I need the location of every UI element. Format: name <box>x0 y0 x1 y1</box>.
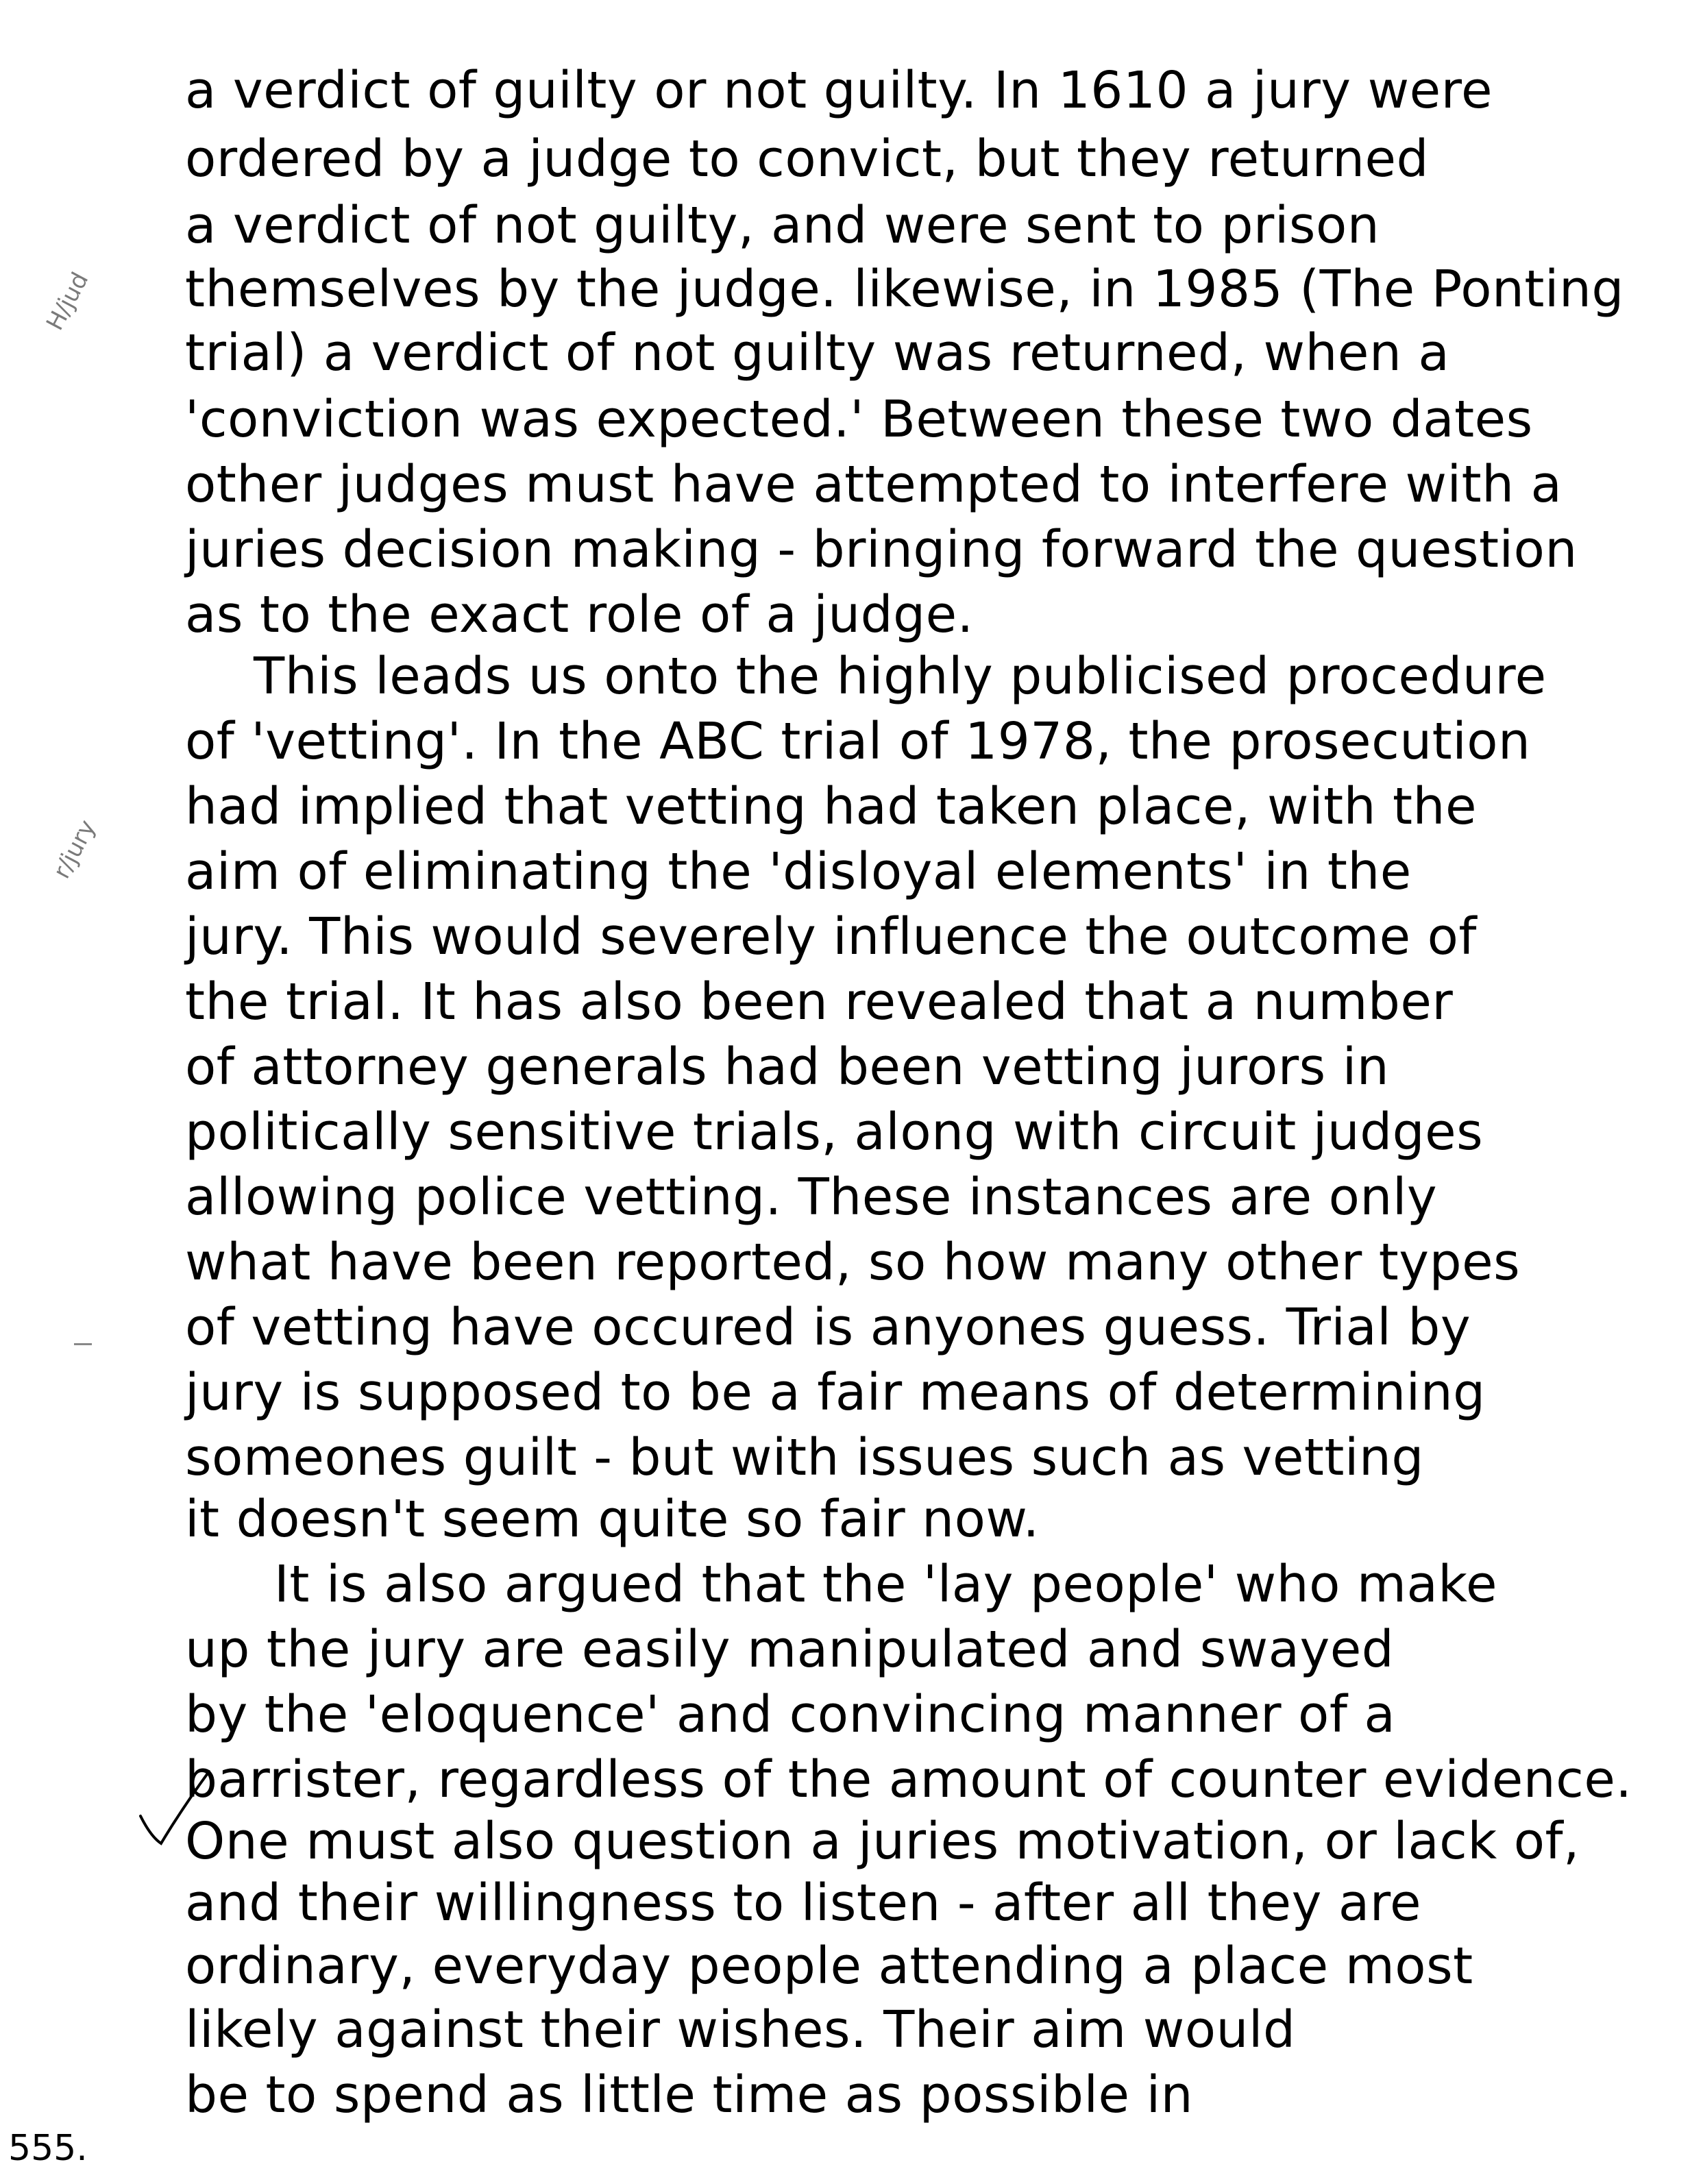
text-line: of 'vetting'. In the ABC trial of 1978, the prosecution <box>185 712 1531 771</box>
text-line: barrister, regardless of the amount of counter evidence. <box>185 1750 1632 1809</box>
text-line: 'conviction was expected.' Between these two dates <box>185 390 1533 449</box>
text-line: be to spend as little time as possible in <box>185 2065 1194 2124</box>
text-line: by the 'eloquence' and convincing manner of a <box>185 1685 1396 1744</box>
text-line: trial) a verdict of not guilty was returned, when a <box>185 323 1450 382</box>
text-line: had implied that vetting had taken place, with the <box>185 777 1477 836</box>
page-number: 555. <box>8 2128 88 2169</box>
text-line: a verdict of not guilty, and were sent to prison <box>185 196 1380 255</box>
text-line: politically sensitive trials, along with circuit judges <box>185 1103 1484 1162</box>
text-line: a verdict of guilty or not guilty. In 1610 a jury were <box>185 61 1493 120</box>
text-line: themselves by the judge. likewise, in 1985 (The Ponting <box>185 260 1624 319</box>
checkmark-icon <box>134 1768 216 1850</box>
margin-note: r/jury <box>48 815 101 883</box>
text-line: juries decision making - bringing forward the question <box>185 520 1578 579</box>
text-line: up the jury are easily manipulated and swayed <box>185 1620 1395 1679</box>
text-line: ordinary, everyday people attending a place most <box>185 1937 1473 1996</box>
paragraph-start-line: This leads us onto the highly publicised procedure <box>254 647 1547 706</box>
text-line: it doesn't seem quite so fair now. <box>185 1490 1040 1549</box>
text-line: One must also question a juries motivation, or lack of, <box>185 1812 1580 1871</box>
text-line: allowing police vetting. These instances are only <box>185 1168 1438 1227</box>
text-line: jury is supposed to be a fair means of determining <box>185 1363 1486 1422</box>
text-line: of attorney generals had been vetting jurors in <box>185 1038 1390 1096</box>
margin-note: H/jud <box>41 267 95 335</box>
paragraph-start-line: It is also argued that the 'lay people' who make <box>274 1555 1498 1614</box>
text-line: what have been reported, so how many other types <box>185 1233 1521 1292</box>
margin-dash <box>74 1343 92 1345</box>
text-line: someones guilt - but with issues such as vetting <box>185 1428 1424 1487</box>
text-line: and their willingness to listen - after all they are <box>185 1874 1422 1933</box>
text-line: of vetting have occured is anyones guess. Trial by <box>185 1298 1471 1357</box>
text-line: the trial. It has also been revealed that a number <box>185 972 1454 1031</box>
text-line: other judges must have attempted to interfere with a <box>185 455 1563 514</box>
text-line: likely against their wishes. Their aim would <box>185 2000 1296 2059</box>
text-line: aim of eliminating the 'disloyal elements' in the <box>185 842 1412 901</box>
text-line: ordered by a judge to convict, but they returned <box>185 130 1430 188</box>
text-line: jury. This would severely influence the outcome of <box>185 907 1477 966</box>
text-line: as to the exact role of a judge. <box>185 585 974 644</box>
